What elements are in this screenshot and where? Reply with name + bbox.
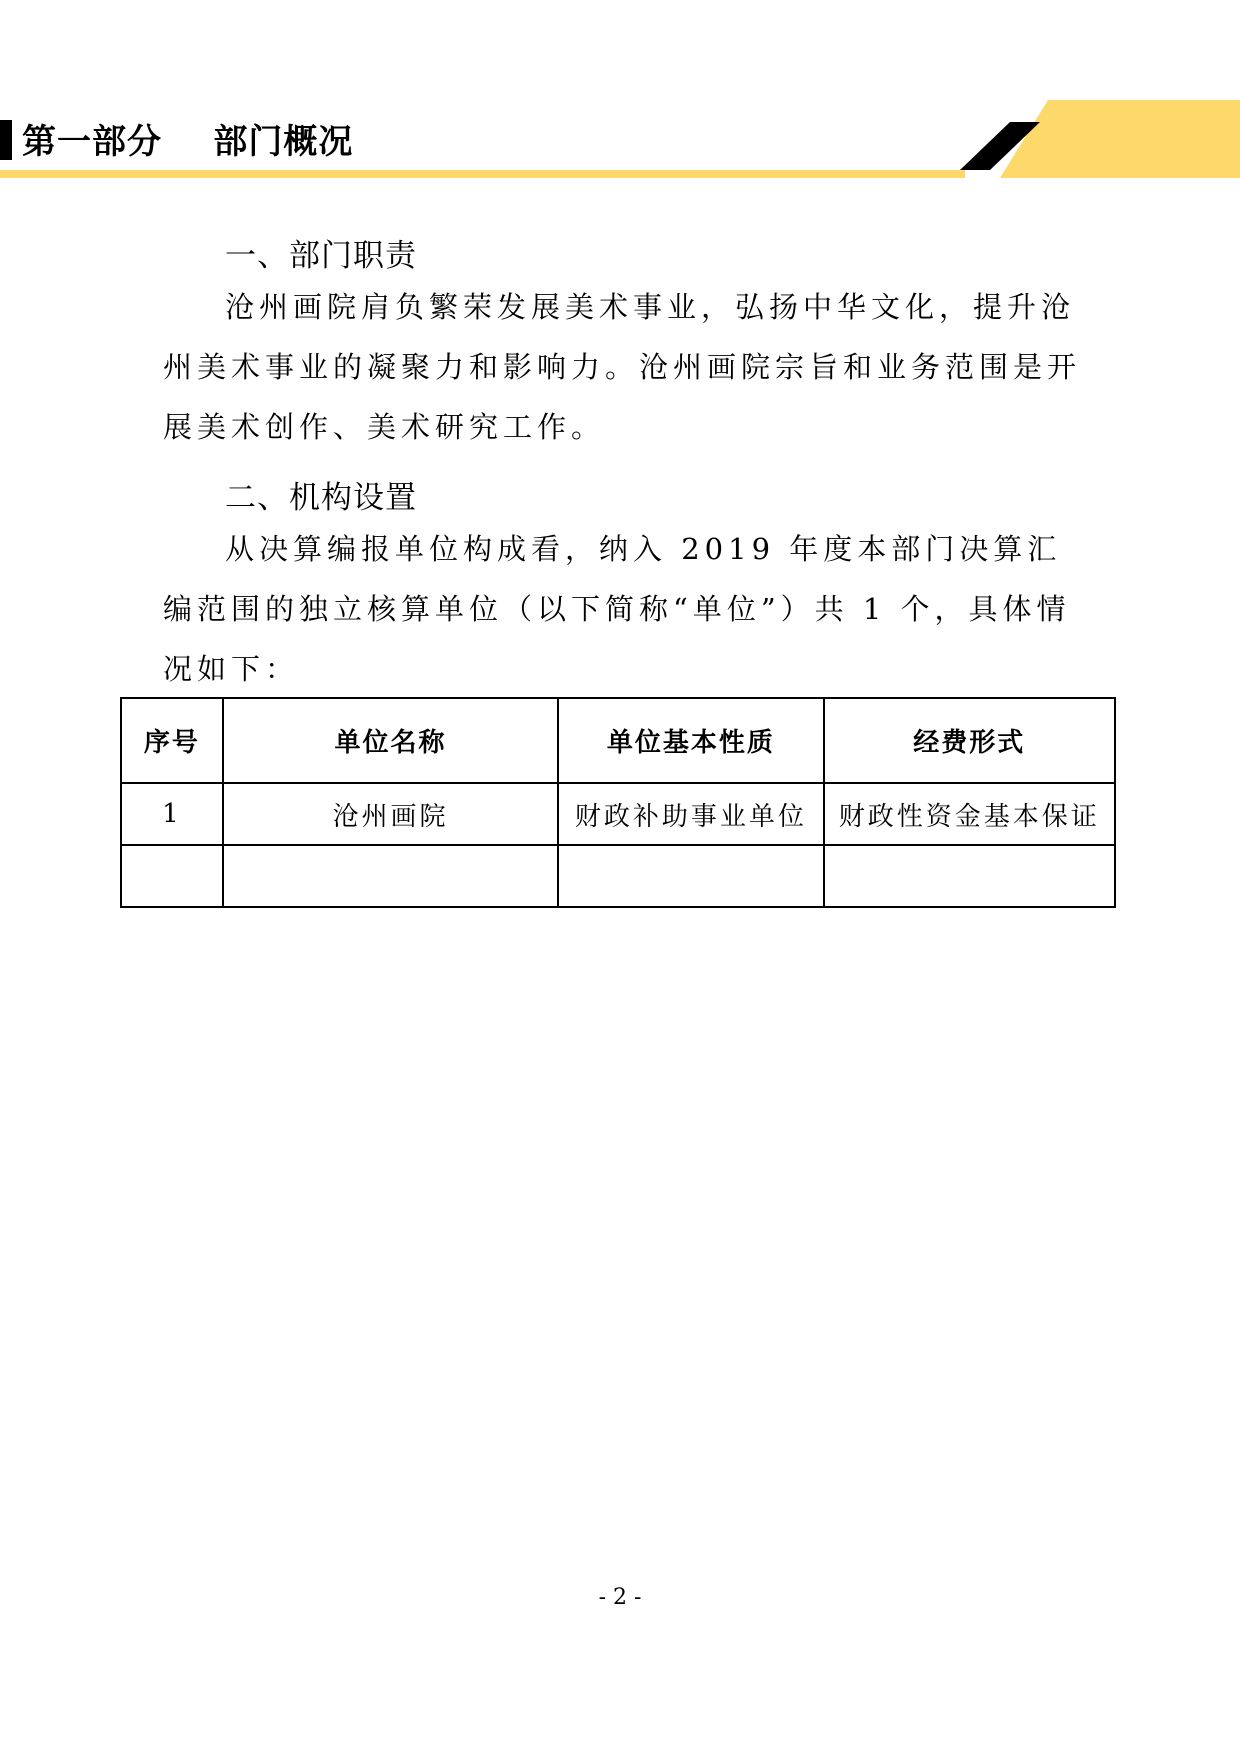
header-title: 第一部分 部门概况 [22,122,354,162]
table-header-cell: 序号 [121,698,223,783]
page-number: - 2 - [598,1585,642,1610]
table-cell: 财政补助事业单位 [558,783,823,845]
page-header [0,100,1240,190]
section1-paragraph: 沧州画院肩负繁荣发展美术事业，弘扬中华文化，提升沧州美术事业的凝聚力和影响力。沧州画院宗旨和业务范围是开展美术创作、美术研究工作。 [163,290,1082,444]
section2-heading: 二、机构设置 [225,480,417,516]
header-yellow-shape [1000,100,1240,178]
table-header-row [121,698,1115,783]
header-left-bar [0,120,12,160]
table-cell [223,845,558,907]
table-cell [558,845,823,907]
table-cell [121,845,223,907]
table-cell: 沧州画院 [223,783,558,845]
table-cell: 财政性资金基本保证 [824,783,1115,845]
table-header-cell: 单位名称 [223,698,558,783]
table-header-cell: 单位基本性质 [558,698,823,783]
table-cell: 1 [121,783,223,845]
table-row [121,783,1115,845]
unit-table [120,697,1116,908]
section1-heading: 一、部门职责 [225,238,417,274]
header-underline [0,170,965,178]
table-header-cell: 经费形式 [824,698,1115,783]
section2-paragraph: 从决算编报单位构成看，纳入 2019 年度本部门决算汇编范围的独立核算单位（以下简称“单位”）共 1 个，具体情况如下： [163,532,1071,686]
table-row [121,845,1115,907]
table-cell [824,845,1115,907]
